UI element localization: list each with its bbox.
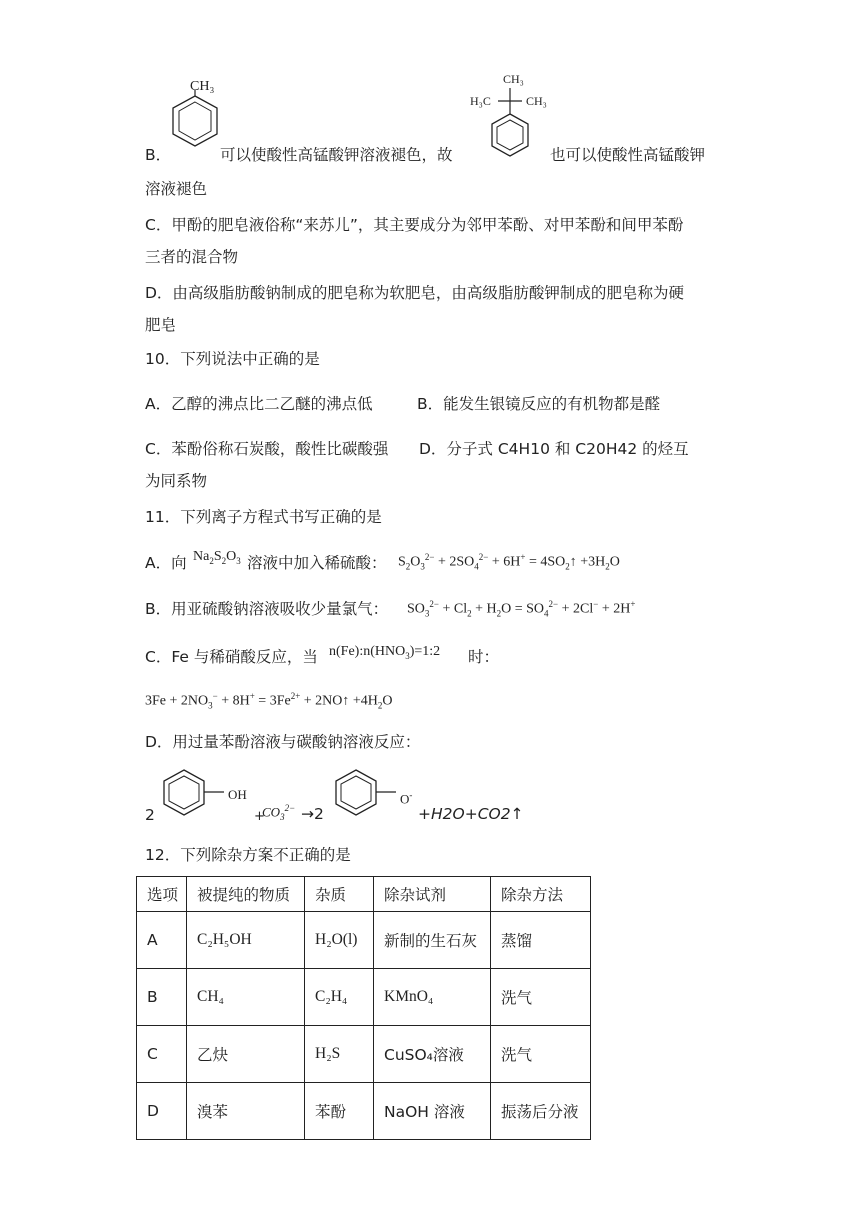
q11-d-arrow-coef: →2	[301, 805, 324, 823]
phenoxide-o-label: O-	[400, 790, 413, 807]
table-row	[137, 912, 591, 969]
header-substance: 被提纯的物质	[187, 877, 305, 912]
table-row	[137, 969, 591, 1026]
row-option: C	[137, 1026, 187, 1083]
q11-b-equation: $SO_3^{2-} + Cl_2 + H_2O = SO_4^{2-} + 2Cl^- + 2H^+$	[407, 599, 636, 619]
row-impurity: H₂S	[305, 1026, 374, 1083]
q11-option-a-prefix: A．向	[145, 554, 187, 572]
row-method: 蒸馏	[491, 912, 591, 969]
q11-a-reactant: $Na_2S_2O_3$	[193, 549, 241, 566]
tbu-h3c: H₃C	[470, 94, 491, 108]
purification-table	[136, 876, 591, 1140]
q9-option-c-line2: 三者的混合物	[145, 248, 239, 266]
row-reagent: 新制的生石灰	[374, 912, 491, 969]
q12-stem: 12．下列除杂方案不正确的是	[145, 846, 351, 864]
table-row	[137, 1026, 591, 1083]
q11-a-equation: $S_2O_3^{2-} + 2SO_4^{2-} + 6H^+$ = $4SO_2↑ +3H_2O$	[398, 552, 620, 572]
q11-d-plus: +	[254, 809, 265, 824]
row-impurity: C₂H₄	[305, 969, 374, 1026]
q11-c-ratio: $n(Fe):n(HNO_3)=1:2$	[329, 644, 441, 661]
row-substance: 溴苯	[187, 1083, 305, 1140]
q11-option-d-text: D．用过量苯酚溶液与碳酸钠溶液反应：	[145, 733, 421, 751]
q11-option-c-suffix: 时：	[468, 648, 500, 666]
q9-option-d-line1: D．由高级脂肪酸钠制成的肥皂称为软肥皂，由高级脂肪酸钾制成的肥皂称为硬	[145, 284, 684, 302]
row-option: A	[137, 912, 187, 969]
q11-c-equation: $3Fe + 2NO_3^- + 8H^+ = 3Fe^{2+}$ + 2NO↑ $+4H_2O$	[145, 691, 393, 711]
q9-option-b-text1: 可以使酸性高锰酸钾溶液褪色，故	[220, 146, 453, 164]
carbonate-ion: $CO_3^{2-}$	[262, 803, 296, 822]
row-substance: CH₄	[187, 969, 305, 1026]
q9-option-b-continuation: 溶液褪色	[145, 180, 208, 198]
row-reagent: KMnO₄	[374, 969, 491, 1026]
q10-stem: 10．下列说法中正确的是	[145, 350, 320, 368]
header-option: 选项	[137, 877, 187, 912]
header-method: 除杂方法	[491, 877, 591, 912]
row-substance: 乙炔	[187, 1026, 305, 1083]
header-impurity: 杂质	[305, 877, 374, 912]
row-reagent: CuSO₄溶液	[374, 1026, 491, 1083]
q10-option-b: B．能发生银镜反应的有机物都是醛	[417, 395, 661, 413]
q10-option-c: C．苯酚俗称石炭酸，酸性比碳酸强	[145, 440, 389, 458]
q10-option-d-line2: 为同系物	[145, 472, 208, 490]
phenol-structure	[158, 764, 228, 824]
q11-option-a-mid: 溶液中加入稀硫酸：	[247, 554, 387, 572]
q10-option-a: A．乙醇的沸点比二乙醚的沸点低	[145, 395, 373, 413]
table-row	[137, 1083, 591, 1140]
tbu-ch3-top: CH₃	[503, 72, 524, 86]
q11-option-b-text: B．用亚硫酸钠溶液吸收少量氯气：	[145, 600, 389, 618]
q10-option-d-line1: D．分子式 C4H10 和 C20H42 的烃互	[419, 440, 689, 458]
tbu-ch3-right: CH₃	[526, 94, 547, 108]
row-impurity: 苯酚	[305, 1083, 374, 1140]
row-method: 洗气	[491, 1026, 591, 1083]
q11-option-c-prefix: C．Fe 与稀硝酸反应，当	[145, 648, 318, 666]
toluene-ch3-label: CH₃	[190, 79, 215, 94]
q11-d-coef: 2	[145, 806, 155, 824]
row-reagent: NaOH 溶液	[374, 1083, 491, 1140]
header-reagent: 除杂试剂	[374, 877, 491, 912]
phenoxide-structure	[330, 764, 400, 824]
q9-option-d-line2: 肥皂	[145, 316, 177, 334]
q11-d-products: +H2O+CO2↑	[418, 805, 524, 823]
row-substance: C₂H₅OH	[187, 912, 305, 969]
row-option: B	[137, 969, 187, 1026]
q9-option-c-line1: C．甲酚的肥皂液俗称“来苏儿”，其主要成分为邻甲苯酚、对甲苯酚和间甲苯酚	[145, 216, 684, 234]
table-header-row	[137, 877, 591, 912]
row-method: 振荡后分液	[491, 1083, 591, 1140]
row-option: D	[137, 1083, 187, 1140]
q9-option-b-label: B．	[145, 146, 172, 164]
q9-option-b-text2: 也可以使酸性高锰酸钾	[550, 146, 706, 164]
q11-stem: 11．下列离子方程式书写正确的是	[145, 508, 382, 526]
row-method: 洗气	[491, 969, 591, 1026]
phenol-oh-label: OH	[228, 787, 247, 802]
row-impurity: H₂O(l)	[305, 912, 374, 969]
